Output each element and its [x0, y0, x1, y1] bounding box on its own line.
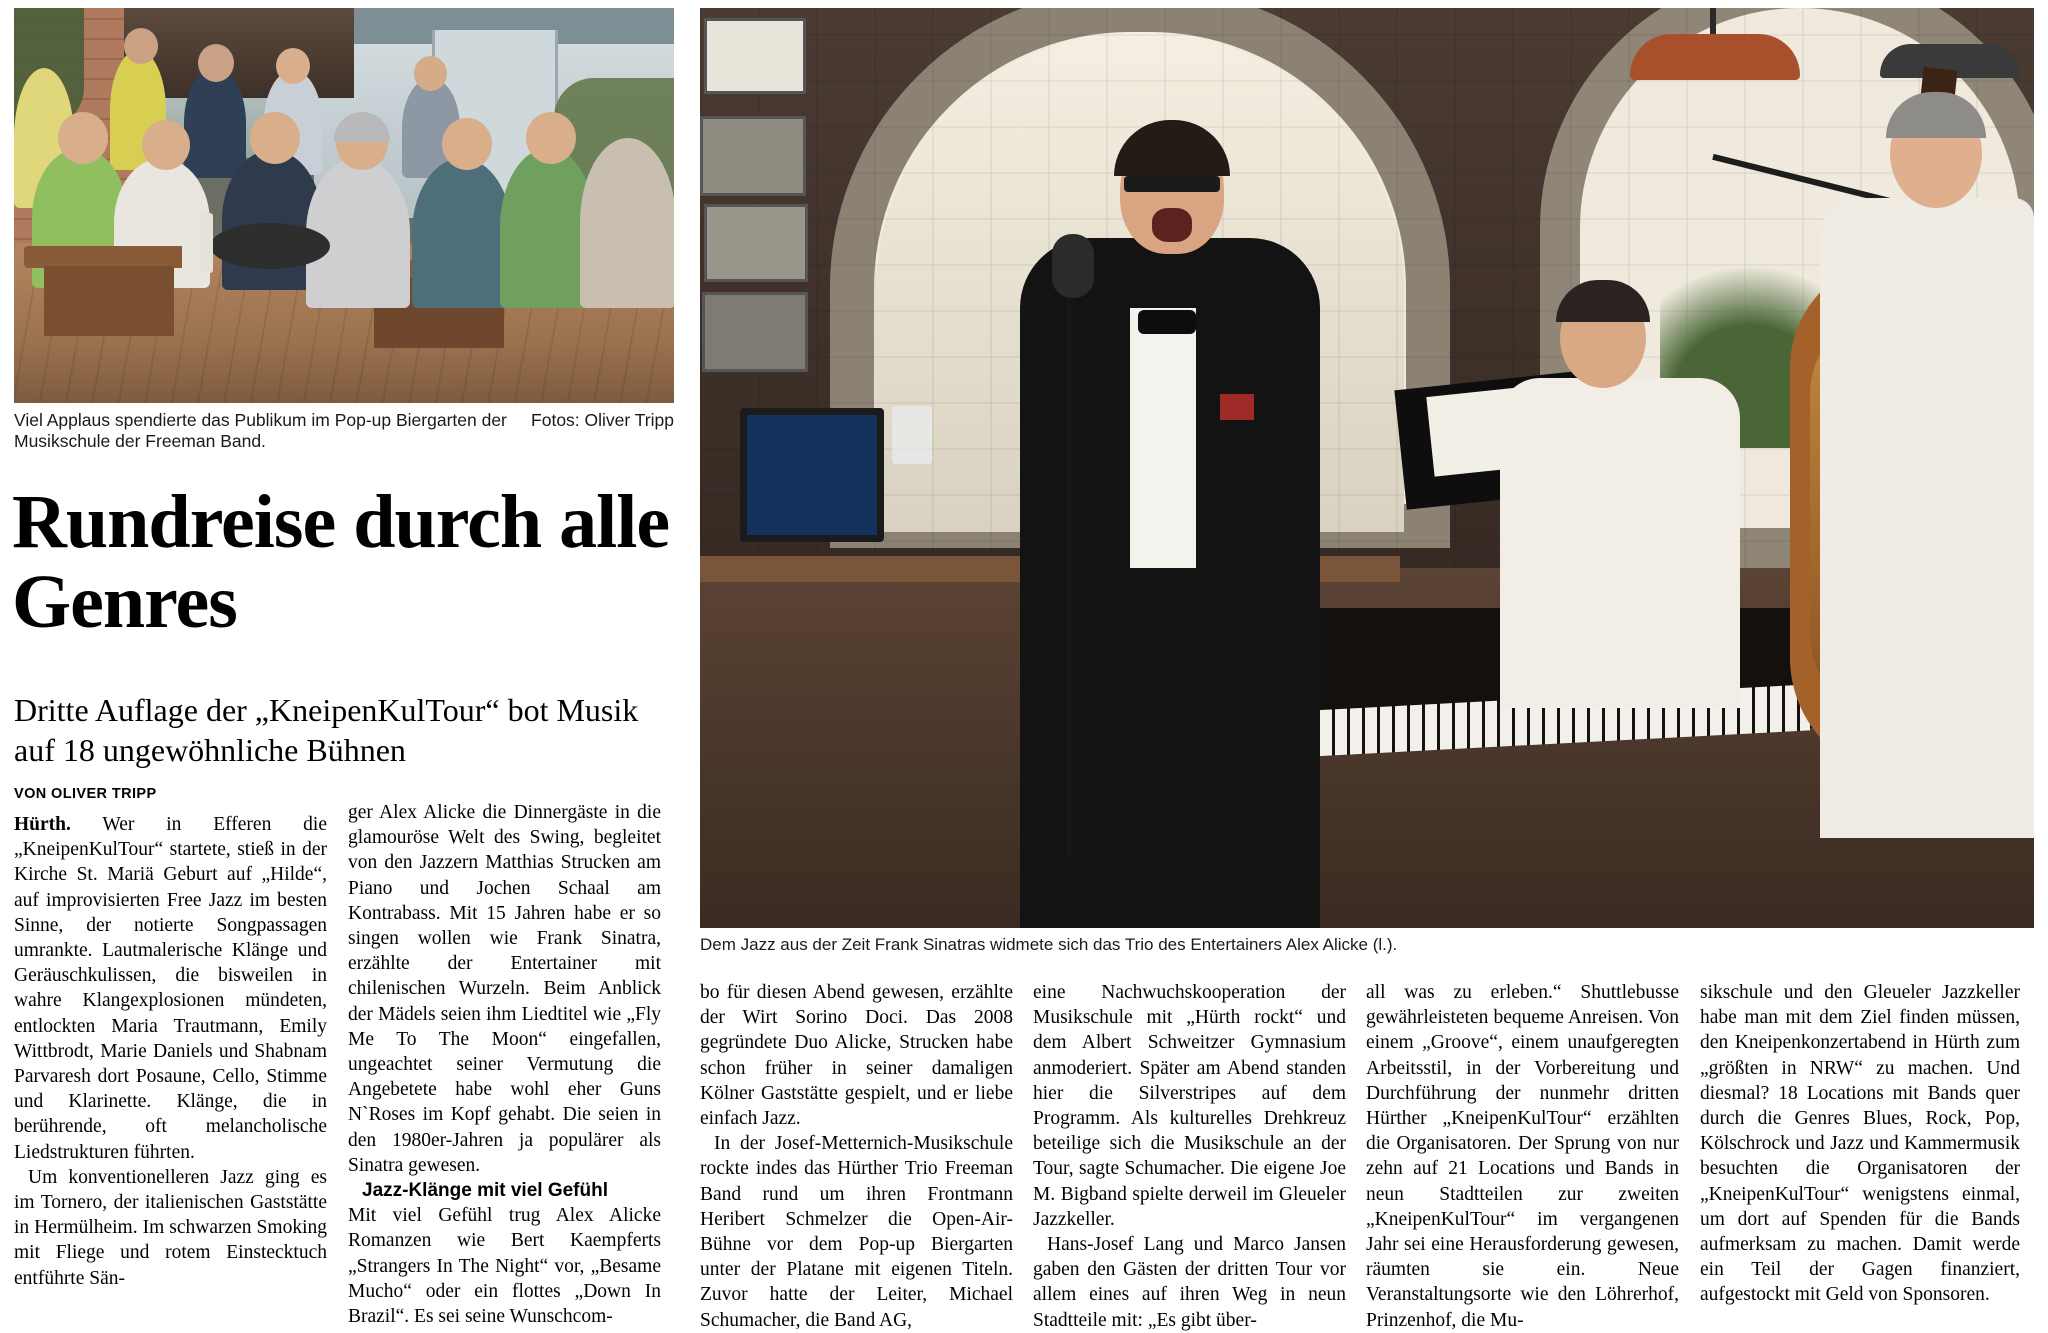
paragraph: bo für diesen Abend gewesen, erzählte der Wirt Sorino Doci. Das 2008 gegründete Duo Alicke, Strucken habe schon früher in seiner damaligen Kölner Gaststätte gespielt, und er liebe einfach Jazz.: [700, 982, 1013, 1130]
page-title: Rundreise durch alle Genres: [12, 480, 670, 644]
paragraph: Mit viel Gefühl trug Alex Alicke Romanzen wie Bert Kaempferts „Strangers In The Night“ vor, „Besame Mucho“ oder ein flottes „Down In Brazil“. Es sei seine Wunschcom-: [348, 1205, 661, 1328]
paragraph-text: Wer in Efferen die „KneipenKulTour“ startete, stieß in der Kirche St. Mariä Geburt auf „Hilde“, auf improvisierten Free Jazz im besten Sinne, der notierte Songpassagen umrankte. Lautmalerische Klänge und Geräuschkulissen, die bisweilen in wahre Klangexplosionen mündeten, entlockten Maria Trautmann, Emily Wittbrodt, Marie Daniels und Shabnam Parvaresh dort Posaune, Cello, Stimme und Klarinette. Klänge, die in berührende, oft melancholische Liedstrukturen führten.: [14, 814, 327, 1163]
paragraph: ger Alex Alicke die Dinnergäste in die glamouröse Welt des Swing, begleitet von den Jazzern Matthias Strucken am Piano und Jochen Schaal am Kontrabass. Mit 15 Jahren habe er so singen wollen wie Frank Sinatra, erzählte der Entertainer mit chilenischen Wurzeln. Beim Anblick der Mädels seien ihm Liedtitel wie „Fly Me To The Moon“ eingefallen, ungeachtet seiner Vermutung die Angebetete habe wohl eher Guns N`Roses im Kopf gehabt. Die seien in den 1980er-Jahren ja populärer als Sinatra gewesen.: [348, 802, 661, 1176]
photo-jazz-trio-performance: [700, 8, 2034, 928]
paragraph: Hans-Josef Lang und Marco Jansen gaben den Gästen der dritten Tour vor allem eines auf ihren Weg in neun Stadtteile mit: „Es gibt über-: [1033, 1234, 1346, 1331]
caption-right-photo: Dem Jazz aus der Zeit Frank Sinatras widmete sich das Trio des Entertainers Alex Alicke (l.).: [700, 935, 1398, 954]
body-column-4: [1033, 980, 1346, 1331]
body-column-3: [700, 980, 1013, 1331]
dateline: Hürth.: [14, 814, 71, 835]
page-subtitle: Dritte Auflage der „KneipenKulTour“ bot Musik auf 18 ungewöhnliche Bühnen: [14, 692, 639, 768]
body-column-6: [1700, 980, 2020, 1320]
paragraph: eine Nachwuchskooperation der Musikschule mit „Hürth rockt“ und dem Albert Schweitzer Gymnasium anmoderiert. Später am Abend standen hier die Silverstripes auf dem Programm. Als kulturelles Drehkreuz beteilige sich die Musikschule an der Tour, sagte Schumacher. Die eigene Joe M. Bigband spielte derweil im Gleueler Jazzkeller.: [1033, 982, 1346, 1230]
body-column-1: [14, 812, 327, 1320]
paragraph: In der Josef-Metternich-Musikschule rockte indes das Hürther Trio Freeman Band rund um ihren Frontmann Heribert Schmelzer die Open-Air-Bühne vor dem Pop-up Biergarten unter der Platane mit eigenen Titeln. Zuvor hatte der Leiter, Michael Schumacher, die Band AG,: [700, 1133, 1013, 1331]
body-column-5: [1366, 980, 1679, 1331]
caption-left-text: Viel Applaus spendierte das Publikum im Pop-up Biergarten der Musikschule der Freeman Band.: [14, 410, 507, 451]
byline: VON OLIVER TRIPP: [14, 786, 157, 802]
paragraph: all was zu erleben.“ Shuttlebusse gewährleisteten bequeme Anreisen. Von einem „Groove“, einem unaufgeregten Arbeitsstil, in der Vorbereitung und Durchführung der nunmehr dritten Hürther „KneipenKulTour“ erzählten die Organisatoren. Der Sprung von nur zehn auf 21 Locations und Bands in neun Stadtteilen zur zweiten „KneipenKulTour“ im vergangenen Jahr sei eine Herausforderung gewesen, räumten sie ein. Neue Veranstaltungsorte wie den Löhrerhof, Prinzenhof, die Mu-: [1366, 982, 1679, 1331]
photo-credit: Fotos: Oliver Tripp: [531, 410, 674, 430]
photo-biergarten-audience: [14, 8, 674, 403]
paragraph: sikschule und den Gleueler Jazzkeller habe man mit dem Ziel finden müssen, den Kneipenkonzertabend in Hürth zum „größten in NRW“ zu machen. Und diesmal? 18 Locations mit Bands quer durch die Genres Blues, Rock, Pop, Kölschrock und Jazz und Kammermusik besuchten die Organisatoren der „KneipenKulTour“ wenigstens einmal, um dort auf Spenden für die Bands aufmerksam zu machen. Damit werde ein Teil der Gagen finanziert, aufgestockt mit Geld von Sponsoren.: [1700, 982, 2020, 1306]
section-heading: Jazz-Klänge mit viel Gefühl: [362, 1180, 608, 1202]
caption-left-photo: [14, 410, 674, 452]
body-column-2: [348, 800, 661, 1328]
paragraph: [14, 812, 327, 1165]
paragraph: Um konventionelleren Jazz ging es im Tornero, der italienischen Gaststätte in Hermülheim. Im schwarzen Smoking mit Fliege und rotem Einstecktuch entführte Sän-: [14, 1166, 327, 1289]
